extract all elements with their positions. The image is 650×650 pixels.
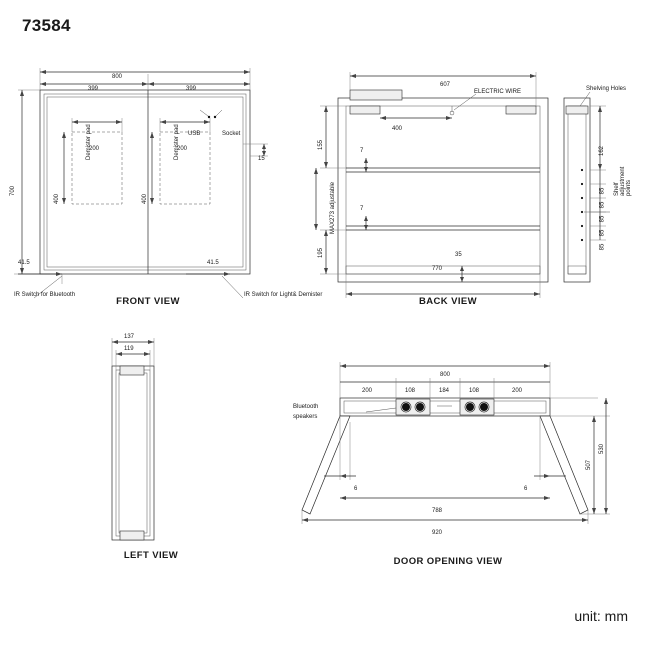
door-opening-view-drawing (280, 350, 620, 560)
door-dim-seg5: 200 (512, 388, 523, 394)
left-view-drawing (80, 330, 220, 560)
front-label-usb: USB (188, 131, 201, 137)
front-dim-pad-width-left: 200 (89, 146, 100, 152)
front-dim-41-5-left: 41.5 (18, 260, 30, 266)
front-dim-15: 15 (258, 156, 265, 162)
back-dim-max-adjustable: MAX273 adjustable (330, 181, 337, 235)
door-dim-seg1: 200 (362, 388, 373, 394)
side-dim-85-3: 85 (599, 215, 606, 223)
back-dim-gap-upper: 7 (360, 148, 364, 154)
side-dim-85-5: 85 (599, 243, 606, 251)
front-label-ir-light: IR Switch for Light& Demister (244, 292, 323, 298)
page-title: 73584 (22, 16, 71, 35)
front-label-demister-right: Demister pad (174, 124, 180, 160)
back-dim-35: 35 (455, 252, 462, 258)
door-dim-920: 920 (432, 530, 443, 536)
side-dim-162: 162 (599, 145, 606, 157)
back-dim-607: 607 (440, 82, 451, 88)
side-detail-drawing (552, 60, 650, 310)
back-view-drawing (310, 60, 570, 320)
front-dim-700: 700 (10, 185, 17, 197)
side-dim-85-4: 85 (599, 229, 606, 237)
back-dim-195: 195 (318, 247, 325, 259)
front-dim-399-right: 399 (186, 86, 197, 92)
door-dim-left-6: 6 (354, 486, 358, 492)
front-dim-pad-height-left: 400 (54, 193, 61, 205)
front-label-demister-left: Demister pad (86, 124, 92, 160)
side-dim-85-1: 85 (599, 187, 606, 195)
front-label-socket: Socket (222, 131, 241, 137)
side-dim-85-2: 85 (599, 201, 606, 209)
back-view-label: BACK VIEW (419, 296, 477, 307)
back-dim-400: 400 (392, 126, 403, 132)
back-dim-770: 770 (432, 266, 443, 272)
front-view-label: FRONT VIEW (116, 296, 180, 307)
door-label-bluetooth-line1: Bluetooth (293, 404, 319, 410)
front-view-drawing (0, 60, 300, 320)
door-dim-530: 530 (599, 443, 606, 455)
front-dim-41-5-right: 41.5 (207, 260, 219, 266)
unit-note: unit: mm (574, 608, 628, 624)
side-label-shelf-points: Shelf adjustment points (614, 166, 632, 196)
door-dim-seg3: 184 (439, 388, 450, 394)
back-label-electric-wire: ELECTRIC WIRE (474, 89, 522, 95)
front-dim-399-left: 399 (88, 86, 99, 92)
back-dim-155: 155 (318, 139, 325, 151)
door-dim-788: 788 (432, 508, 443, 514)
door-dim-right-6: 6 (524, 486, 528, 492)
door-dim-seg2: 108 (405, 388, 416, 394)
front-label-ir-bluetooth: IR Switch for Bluetooth (14, 292, 76, 298)
left-view-label: LEFT VIEW (123, 550, 179, 561)
door-dim-seg4: 108 (469, 388, 480, 394)
side-label-shelving-holes: Shelving Holes (586, 86, 627, 92)
front-dim-800: 800 (112, 74, 123, 80)
door-dim-507: 507 (586, 459, 593, 471)
back-dim-gap-lower: 7 (360, 206, 364, 212)
front-dim-pad-height-right: 400 (142, 193, 149, 205)
door-dim-800: 800 (440, 372, 451, 378)
front-dim-pad-width-right: 200 (177, 146, 188, 152)
left-dim-119: 119 (124, 346, 134, 352)
left-dim-137: 137 (124, 334, 135, 340)
door-label-bluetooth-line2: speakers (293, 414, 318, 420)
door-view-label: DOOR OPENING VIEW (393, 556, 503, 567)
